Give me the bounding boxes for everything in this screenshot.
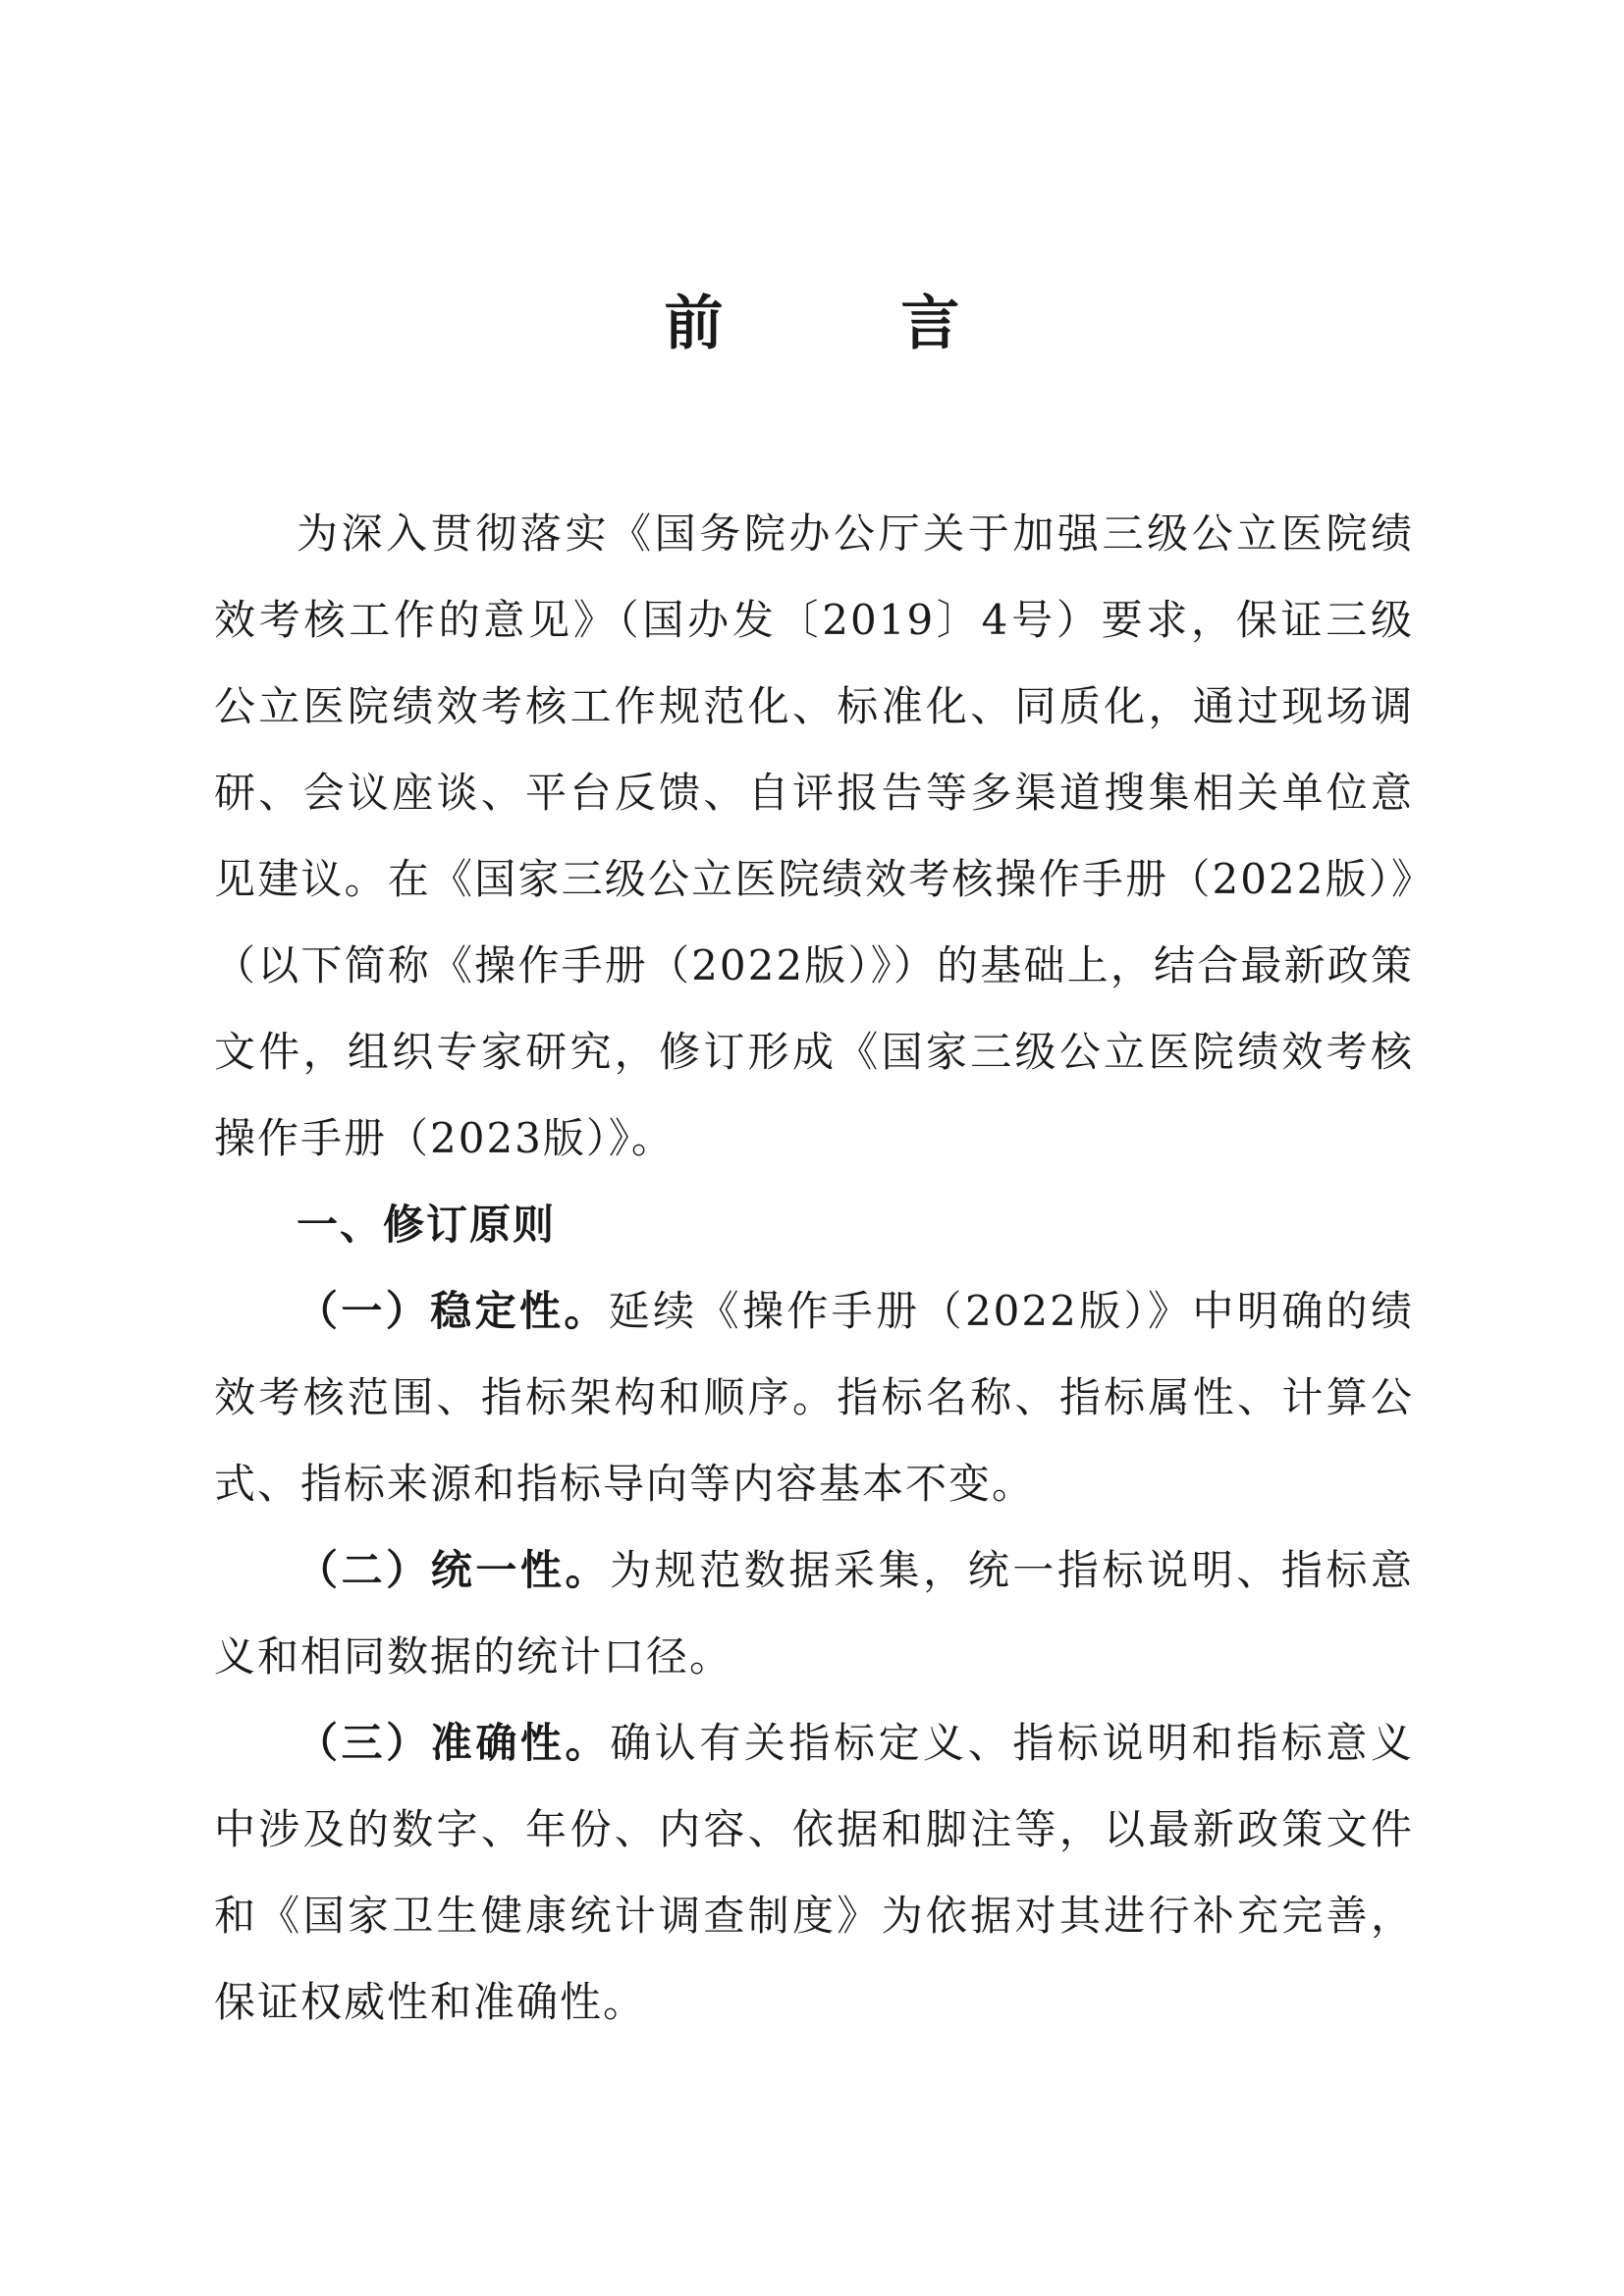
principle-text: 确认有关指标定义、指标说明和指标意义中涉及的数字、年份、内容、依据和脚注等，以最新政策文件和《国家卫生健康统计调查制度》为依据对其进行补充完善，保证权威性和准确性。 xyxy=(214,1719,1414,2026)
section-heading-revision-principles: 一、修订原则 xyxy=(297,1201,557,1249)
principle-lead: （一）稳定性。 xyxy=(297,1287,609,1335)
principle-lead: （三）准确性。 xyxy=(297,1719,611,1767)
principle-stability xyxy=(214,1268,1414,1527)
principle-accuracy xyxy=(214,1700,1414,2046)
intro-paragraph: 为深入贯彻落实《国务院办公厅关于加强三级公立医院绩效考核工作的意见》（国办发〔2019〕4号）要求，保证三级公立医院绩效考核工作规范化、标准化、同质化，通过现场调研、会议座谈、平台反馈、自评报告等多渠道搜集相关单位意见建议。在《国家三级公立医院绩效考核操作手册（2022版）》（以下简称《操作手册（2022版）》）的基础上，结合最新政策文件，组织专家研究，修订形成《国家三级公立医院绩效考核操作手册（2023版）》。 xyxy=(214,509,1414,1162)
principle-text: 延续《操作手册（2022版）》中明确的绩效考核范围、指标架构和顺序。指标名称、指标属性、计算公式、指标来源和指标导向等内容基本不变。 xyxy=(214,1287,1414,1508)
principle-uniformity xyxy=(214,1527,1414,1700)
document-body xyxy=(214,491,1414,2046)
page-title: 前 言 xyxy=(664,290,1039,358)
principle-text: 为规范数据采集，统一指标说明、指标意义和相同数据的统计口径。 xyxy=(214,1546,1414,1681)
principle-lead: （二）统一性。 xyxy=(297,1546,611,1594)
